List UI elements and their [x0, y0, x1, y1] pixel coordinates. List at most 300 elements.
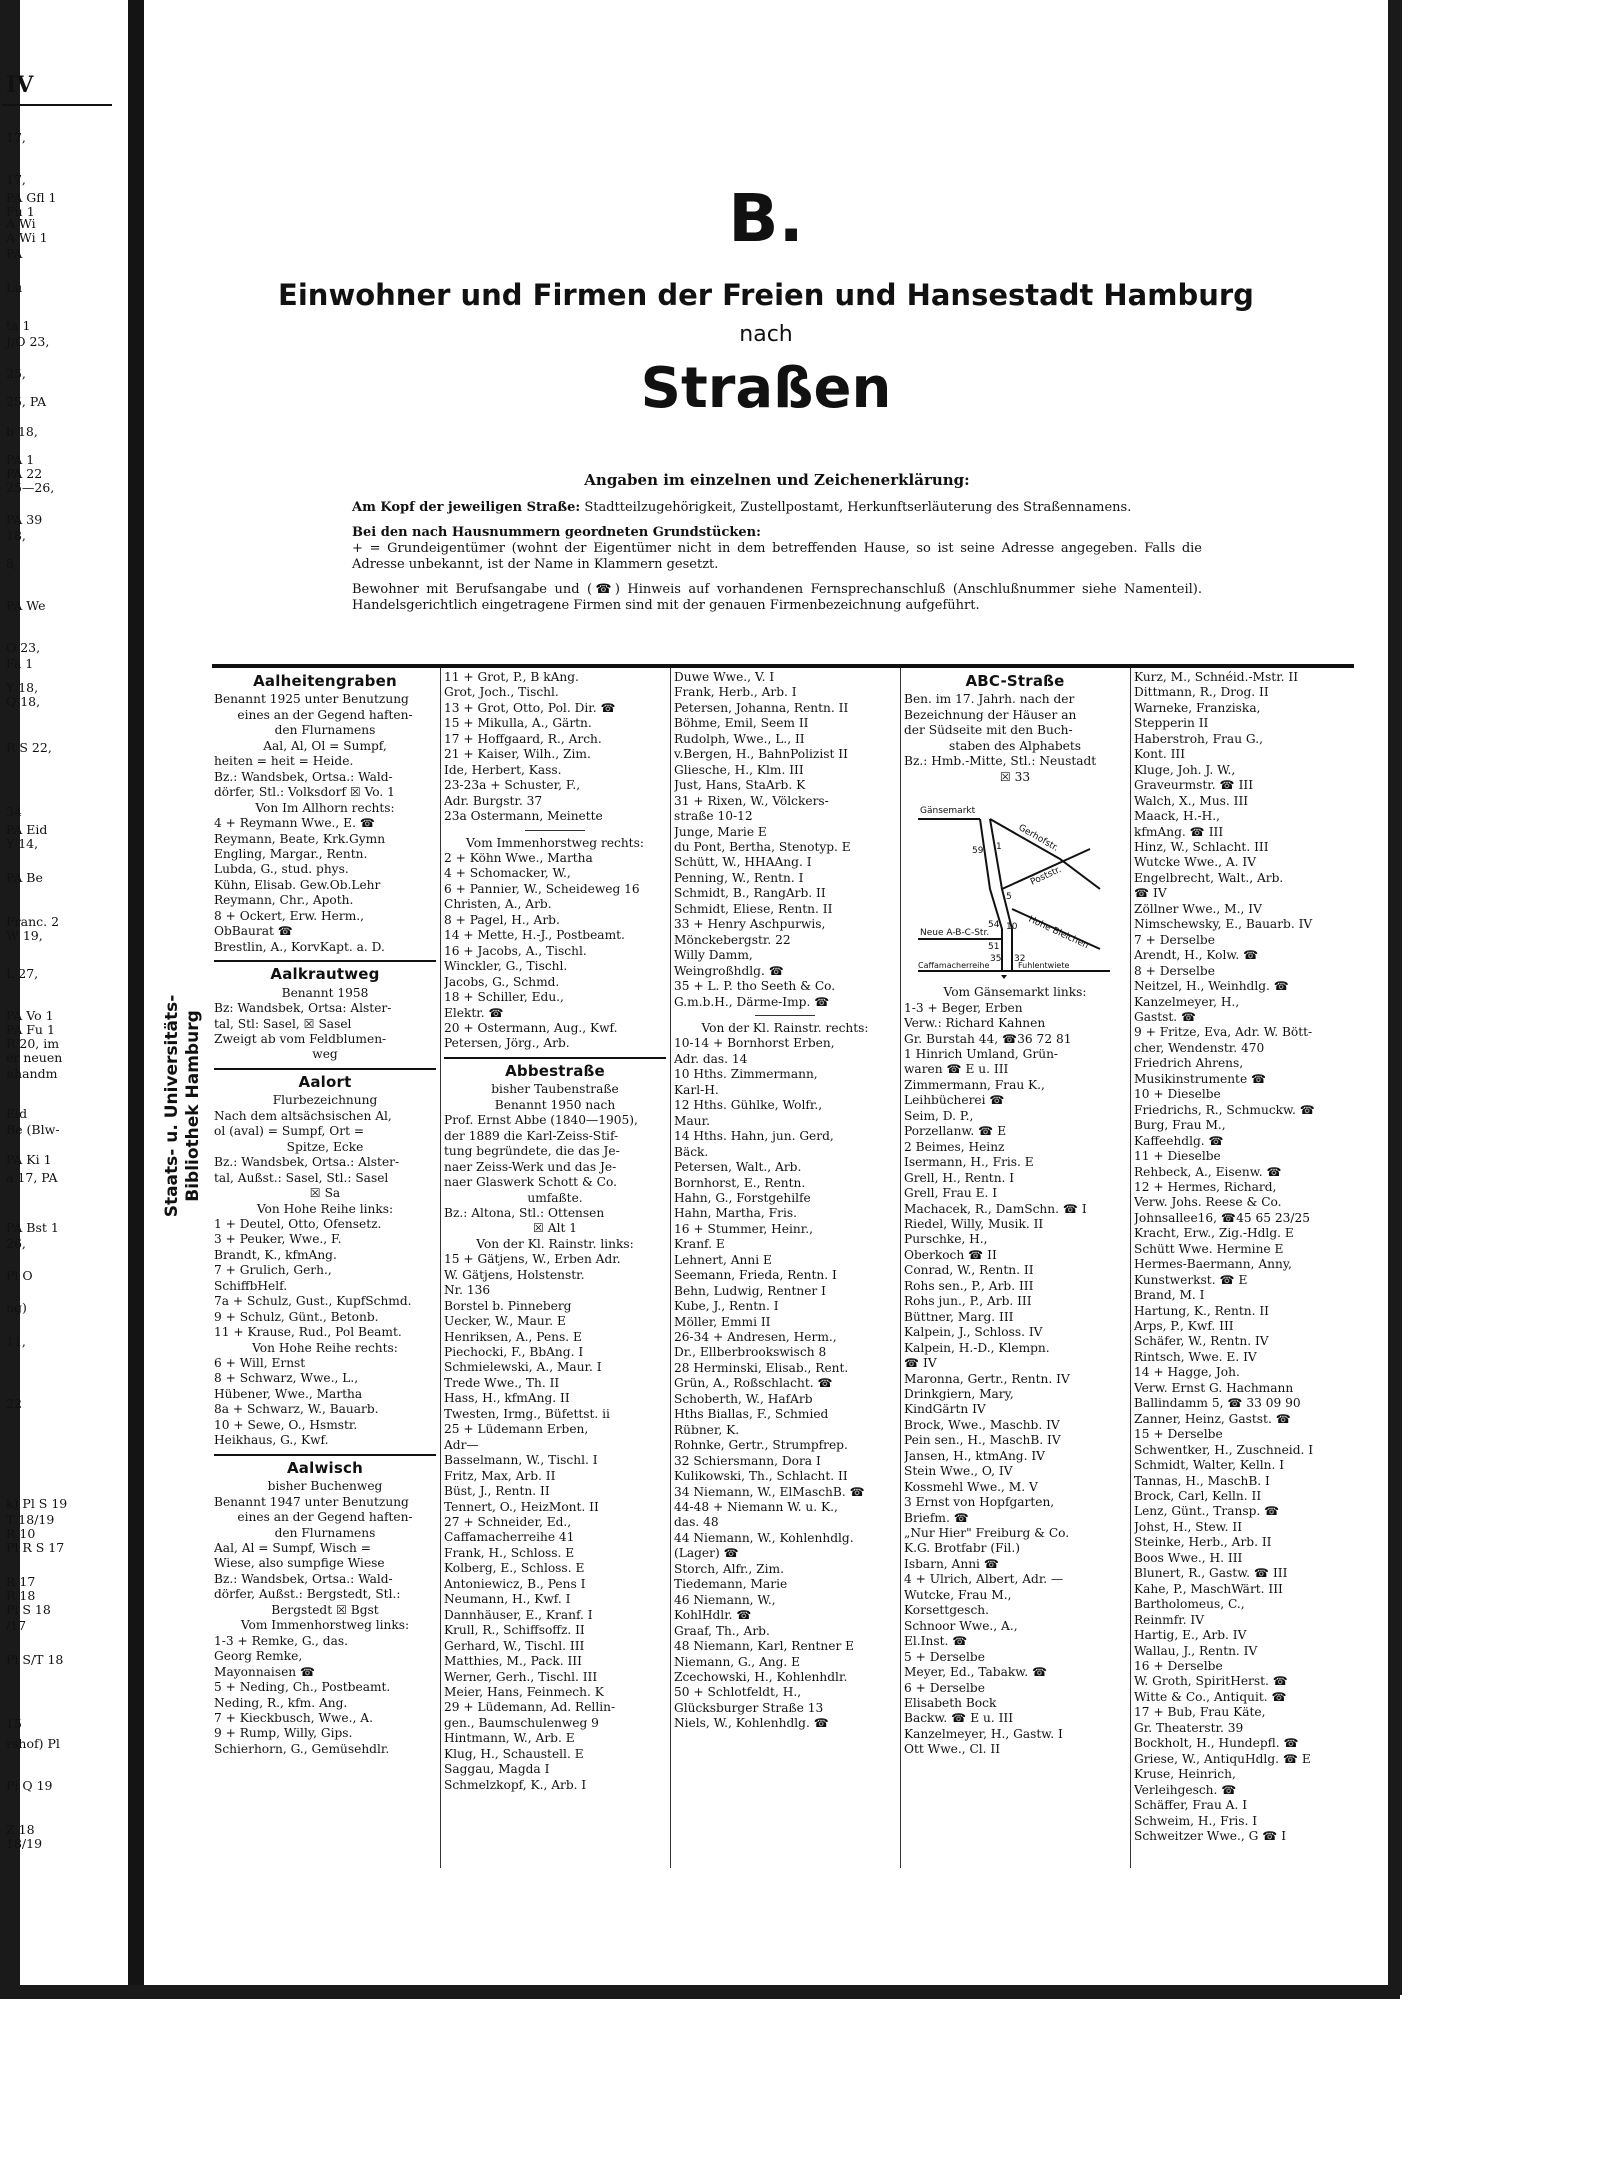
- directory-entry: Johst, H., Stew. II: [1134, 1519, 1243, 1534]
- directory-entry: Hermes-Baermann, Anny,: [1134, 1257, 1292, 1272]
- directory-entry: Griese, W., AntiquHdlg. ☎ E: [1134, 1751, 1311, 1766]
- directory-entry: Machacek, R., DamSchn. ☎ I: [904, 1201, 1087, 1216]
- directory-entry: Kühn, Elisab. Gew.Ob.Lehr: [214, 877, 381, 892]
- directory-entry: 10-14 + Bornhorst Erben,: [674, 1036, 835, 1051]
- directory-entry: Verw. Johs. Reese & Co.: [1134, 1195, 1282, 1210]
- directory-entry: Schnoor Wwe., A.,: [904, 1618, 1018, 1633]
- directory-entry: Bz: Wandsbek, Ortsa: Alster-: [214, 1001, 392, 1016]
- directory-entry: Maronna, Gertr., Rentn. IV: [904, 1371, 1070, 1386]
- directory-entry: Verw.: Richard Kahnen: [904, 1016, 1046, 1031]
- directory-entry: Verw. Ernst G. Hachmann: [1134, 1380, 1294, 1395]
- previous-page-line: ng): [6, 1300, 27, 1315]
- street-note: Flurbezeichnung: [272, 1093, 378, 1108]
- previous-page-line: 8,: [6, 556, 18, 571]
- directory-entry: 23-23a + Schuster, F.,: [444, 778, 581, 793]
- previous-page-line: /17: [6, 1618, 27, 1633]
- directory-entry: Brestlin, A., KorvKapt. a. D.: [214, 939, 385, 954]
- directory-entry: Witte & Co., Antiquit. ☎: [1134, 1689, 1287, 1704]
- directory-entry: Brock, Carl, Kelln. II: [1134, 1489, 1262, 1504]
- directory-entry: Walch, X., Mus. III: [1134, 793, 1249, 808]
- directory-entry: ObBaurat ☎: [214, 924, 293, 939]
- directory-entry: Willy Damm,: [674, 948, 753, 963]
- legend-paragraph-1: [352, 500, 1202, 516]
- directory-entry: 15 + Mikulla, A., Gärtn.: [444, 716, 592, 731]
- directory-entry: Aal, Al = Sumpf, Wisch =: [214, 1541, 371, 1556]
- directory-entry: 2 Beimes, Heinz: [904, 1139, 1005, 1154]
- previous-page-line: Pl O: [6, 1268, 33, 1283]
- directory-entry: 12 Hths. Gühlke, Wolfr.,: [674, 1098, 823, 1113]
- directory-entry: Bz.: Altona, Stl.: Ottensen: [444, 1205, 605, 1220]
- directory-entry: 10 + Dieselbe: [1134, 1087, 1221, 1102]
- previous-page-line: PA 39: [6, 512, 43, 527]
- map-label-poststr: Poststr.: [1029, 864, 1063, 888]
- directory-entry: Rehbeck, A., Eisenw. ☎: [1134, 1164, 1282, 1179]
- street-note: staben des Alphabets: [948, 738, 1082, 753]
- page-connector: nach: [739, 322, 793, 347]
- directory-entry: Werner, Gerh., Tischl. III: [444, 1669, 598, 1684]
- directory-entry: cher, Wendenstr. 470: [1134, 1040, 1265, 1055]
- directory-entry: KohlHdlr. ☎: [674, 1608, 752, 1623]
- directory-entry: Reymann, Beate, Krk.Gymn: [214, 831, 386, 846]
- directory-entry: 44 Niemann, W., Kohlenhdlg.: [674, 1530, 854, 1545]
- directory-entry: Kunstwerkst. ☎ E: [1134, 1272, 1248, 1287]
- map-num-35: 35: [990, 954, 1002, 965]
- directory-entry: Stepperin II: [1134, 716, 1209, 731]
- map-label-hohe-bleichen: Hohe Bleichen: [1026, 914, 1090, 952]
- street-separator: [214, 960, 436, 962]
- directory-entry: Dannhäuser, E., Kranf. I: [444, 1607, 593, 1622]
- directory-entry: KindGärtn IV: [904, 1402, 986, 1417]
- directory-entry: 1 + Deutel, Otto, Ofensetz.: [214, 1216, 382, 1231]
- directory-entry: 29 + Lüdemann, Ad. Rellin-: [444, 1700, 616, 1715]
- previous-page-line: Pl S 18: [6, 1602, 51, 1617]
- directory-entry: 2 + Köhn Wwe., Martha: [444, 850, 593, 865]
- directory-entry: tal, Stl: Sasel, ☒ Sasel: [214, 1016, 352, 1031]
- previous-page-line: 26,: [6, 1236, 26, 1251]
- directory-entry: Karl-H.: [674, 1082, 719, 1097]
- map-num-59: 59: [972, 846, 984, 857]
- directory-entry: Nimschewsky, E., Bauarb. IV: [1134, 917, 1313, 932]
- directory-entry: Heikhaus, G., Kwf.: [214, 1433, 329, 1448]
- directory-entry: Porzellanw. ☎ E: [904, 1124, 1007, 1139]
- previous-page-line: 17,: [6, 130, 26, 145]
- directory-entry: Frank, Herb., Arb. I: [674, 685, 797, 700]
- directory-entry: 31 + Rixen, W., Völckers-: [674, 793, 829, 808]
- directory-entry: Dittmann, R., Drog. II: [1134, 685, 1269, 700]
- directory-entry: (Lager) ☎: [674, 1546, 739, 1561]
- previous-page-line: 11,: [6, 1334, 26, 1349]
- directory-entry: Wiese, also sumpfige Wiese: [214, 1556, 385, 1571]
- directory-entry: Kluge, Joh. J. W.,: [1134, 762, 1236, 777]
- previous-page-line: 25—26,: [6, 480, 55, 495]
- directory-entry: ol (aval) = Sumpf, Ort =: [214, 1124, 365, 1139]
- directory-entry: Henriksen, A., Pens. E: [444, 1329, 582, 1344]
- directory-entry: Purschke, H.,: [904, 1232, 988, 1247]
- directory-entry: Prof. Ernst Abbe (1840—1905),: [444, 1113, 638, 1128]
- directory-entry: 14 + Mette, H.-J., Postbeamt.: [444, 928, 625, 943]
- directory-entry: dörfer, Außst.: Bergstedt, Stl.:: [214, 1587, 401, 1602]
- directory-entry: Leihbücherei ☎: [904, 1093, 1005, 1108]
- directory-entry: 34 Niemann, W., ElMaschB. ☎: [674, 1484, 865, 1499]
- directory-entry: Verleihgesch. ☎: [1134, 1782, 1237, 1797]
- previous-page-line: A Wi: [6, 216, 36, 231]
- directory-entry: Zimmermann, Frau K.,: [904, 1077, 1045, 1092]
- previous-page-rule: [2, 104, 112, 106]
- directory-entry: 12 + Hermes, Richard,: [1134, 1179, 1277, 1194]
- directory-entry: Bz.: Hmb.-Mitte, Stl.: Neustadt: [904, 754, 1097, 769]
- previous-page-line: Y 14,: [6, 836, 39, 851]
- directory-entry: Hahn, Martha, Fris.: [674, 1206, 797, 1221]
- previous-page-line: Lu: [6, 280, 23, 295]
- directory-entry: 48 Niemann, Karl, Rentner E: [674, 1639, 855, 1654]
- directory-entry: 10 Hths. Zimmermann,: [674, 1067, 818, 1082]
- directory-entry: 1-3 + Remke, G., das.: [214, 1633, 348, 1648]
- directory-entry: 27 + Schneider, Ed.,: [444, 1515, 572, 1530]
- previous-page-line: R 10: [6, 1526, 36, 1541]
- directory-entry: Maur.: [674, 1113, 710, 1128]
- directory-entry: Rudolph, Wwe., L., II: [674, 731, 805, 746]
- directory-entry: 20 + Ostermann, Aug., Kwf.: [444, 1020, 618, 1035]
- previous-page-fragment: [2, 0, 126, 1985]
- directory-entry: Schmielewski, A., Maur. I: [444, 1360, 602, 1375]
- directory-entry: Reymann, Chr., Apoth.: [214, 893, 354, 908]
- previous-page-line: J/O 23,: [6, 334, 50, 349]
- directory-entry: Hass, H., kfmAng. II: [444, 1391, 570, 1406]
- directory-entry: W. Gätjens, Holstenstr.: [444, 1267, 585, 1282]
- map-num-54: 54: [988, 920, 1000, 931]
- street-heading: Aalheitengraben: [253, 674, 397, 690]
- directory-entry: 25 + Lüdemann Erben,: [444, 1422, 589, 1437]
- map-road-poststr: [1002, 849, 1090, 889]
- directory-entry: Kalpein, H.-D., Klempn.: [904, 1340, 1050, 1355]
- directory-entry: Friedrich Ahrens,: [1134, 1056, 1244, 1071]
- map-arrow: [1001, 975, 1007, 979]
- directory-entry: 11 + Dieselbe: [1134, 1149, 1221, 1164]
- directory-entry: 7a + Schulz, Gust., KupfSchmd.: [214, 1294, 412, 1309]
- legend-paragraph-2: [352, 525, 1202, 573]
- previous-page-line: Pl S/T 18: [6, 1652, 64, 1667]
- directory-entry: du Pont, Bertha, Stenotyp. E: [674, 839, 851, 854]
- directory-entry: 3 + Peuker, Wwe., F.: [214, 1232, 342, 1247]
- directory-entry: kfmAng. ☎ III: [1134, 824, 1224, 839]
- previous-page-line: Franc. 2: [6, 914, 60, 929]
- directory-entry: Zanner, Heinz, Gastst. ☎: [1134, 1411, 1291, 1426]
- directory-entry: Lenz, Günt., Transp. ☎: [1134, 1504, 1280, 1519]
- street-note: Aal, Al, Ol = Sumpf,: [263, 738, 387, 753]
- directory-entry: Benannt 1947 unter Benutzung: [214, 1494, 409, 1509]
- directory-entry: 6 + Will, Ernst: [214, 1356, 306, 1371]
- directory-entry: v.Bergen, H., BahnPolizist II: [674, 747, 848, 762]
- directory-entry: El.Inst. ☎: [904, 1634, 968, 1649]
- directory-entry: Lubda, G., stud. phys.: [214, 862, 349, 877]
- directory-entry: Hartig, E., Arb. IV: [1134, 1628, 1247, 1643]
- column-divider: [440, 668, 441, 1868]
- street-note: ☒ Sa: [309, 1186, 341, 1201]
- directory-entry: Grün, A., Roßschlacht. ☎: [674, 1376, 833, 1391]
- directory-entry: Frank, H., Schloss. E: [444, 1545, 575, 1560]
- directory-entry: 8a + Schwarz, W., Bauarb.: [214, 1402, 379, 1417]
- directory-entry: Brand, M. I: [1134, 1288, 1205, 1303]
- directory-entry: 10 + Sewe, O., Hsmstr.: [214, 1417, 358, 1432]
- directory-entry: Brandt, K., kfmAng.: [214, 1247, 337, 1262]
- directory-entry: „Nur Hier" Freiburg & Co.: [904, 1526, 1070, 1541]
- directory-entry: Johnsallee16, ☎45 65 23/25: [1134, 1210, 1310, 1225]
- street-heading: Aalwisch: [287, 1460, 363, 1477]
- directory-entry: Matthies, M., Pack. III: [444, 1654, 582, 1669]
- directory-entry: 16 + Stummer, Heinr.,: [674, 1221, 813, 1236]
- legend: [352, 472, 1202, 623]
- directory-entry: Mönckebergstr. 22: [674, 932, 791, 947]
- directory-entry: 17 + Bub, Frau Käte,: [1134, 1705, 1266, 1720]
- directory-entry: Schäffer, Frau A. I: [1134, 1798, 1248, 1813]
- directory-entry: 13 + Grot, Otto, Pol. Dir. ☎: [444, 700, 616, 715]
- directory-entry: Friedrichs, R., Schmuckw. ☎: [1134, 1102, 1315, 1117]
- directory-entry: Engelbrecht, Walt., Arb.: [1134, 870, 1284, 885]
- previous-page-line: 22: [6, 1396, 22, 1411]
- directory-entry: Zweigt ab vom Feldblumen-: [214, 1031, 387, 1046]
- directory-entry: Wutcke, Frau M.,: [904, 1587, 1012, 1602]
- directory-entry: K.G. Brotfabr (Fil.): [904, 1541, 1020, 1556]
- directory-entry: Piechocki, F., BbAng. I: [444, 1345, 584, 1360]
- directory-entry: Tannas, H., MaschB. I: [1134, 1473, 1270, 1488]
- directory-entry: Schierhorn, G., Gemüsehdlr.: [214, 1741, 390, 1756]
- directory-page: [146, 0, 1386, 1985]
- directory-entry: Bz.: Wandsbek, Ortsa.: Wald-: [214, 769, 393, 784]
- previous-page-line: Fu 1: [6, 204, 35, 219]
- legend-p2-label: Bei den nach Hausnummern geordneten Grundstücken:: [352, 525, 761, 540]
- directory-entry: 5 + Neding, Ch., Postbeamt.: [214, 1680, 391, 1695]
- street-heading: Aalort: [298, 1074, 352, 1091]
- directory-entry: 32 Schiersmann, Dora I: [674, 1453, 821, 1468]
- street-heading: ABC-Straße: [965, 674, 1065, 690]
- directory-entry: Schmelzkopf, K., Arb. I: [444, 1777, 587, 1792]
- directory-entry: Büttner, Marg. III: [904, 1309, 1014, 1324]
- column-4: [904, 670, 1126, 1758]
- previous-page-line: PA Gfl 1: [6, 190, 57, 205]
- directory-entry: Böhme, Emil, Seem II: [674, 716, 809, 731]
- directory-entry: Kolberg, E., Schloss. E: [444, 1561, 585, 1576]
- section-direction: Vom Immenhorstweg rechts:: [466, 835, 644, 850]
- directory-entry: Kanzelmeyer, H., Gastw. I: [904, 1726, 1063, 1741]
- directory-entry: Uecker, W., Maur. E: [444, 1314, 566, 1329]
- map-num-10: 10: [1006, 922, 1018, 933]
- directory-entry: Christen, A., Arb.: [444, 897, 552, 912]
- previous-page-line: 17,: [6, 172, 26, 187]
- previous-page-line: er neuen: [6, 1050, 63, 1065]
- previous-page-line: Y 18,: [6, 680, 39, 695]
- directory-entry: Schütt, W., HHAAng. I: [674, 855, 812, 870]
- directory-entry: Mayonnaisen ☎: [214, 1664, 316, 1679]
- directory-entry: Weingroßhdlg. ☎: [674, 963, 784, 978]
- directory-entry: 11 + Grot, P., B kAng.: [444, 670, 579, 684]
- directory-entry: Ott Wwe., Cl. II: [904, 1742, 1001, 1757]
- directory-entry: Adr—: [444, 1437, 479, 1452]
- legend-p1-label: Am Kopf der jeweiligen Straße:: [352, 500, 581, 515]
- directory-entry: W. Groth, SpiritHerst. ☎: [1134, 1674, 1288, 1689]
- directory-entry: Bäck.: [674, 1144, 709, 1159]
- directory-entry: 9 + Schulz, Günt., Betonb.: [214, 1309, 379, 1324]
- directory-entry: Hintmann, W., Arb. E: [444, 1731, 575, 1746]
- directory-entry: 1-3 + Beger, Erben: [904, 1000, 1023, 1015]
- section-direction: Vom Gänsemarkt links:: [943, 985, 1087, 1000]
- abc-strasse-map: [910, 789, 1120, 979]
- directory-entry: tung begründete, die das Je-: [444, 1144, 620, 1159]
- directory-entry: Schweitzer Wwe., G ☎ I: [1134, 1828, 1287, 1843]
- directory-entry: Schäfer, W., Rentn. IV: [1134, 1334, 1269, 1349]
- book-gutter: [128, 0, 144, 1990]
- directory-entry: Kahe, P., MaschWärt. III: [1134, 1581, 1283, 1596]
- directory-entry: 8 + Ockert, Erw. Herm.,: [214, 908, 365, 923]
- previous-page-line: PA Be: [6, 870, 43, 885]
- directory-entry: Bezeichnung der Häuser an: [904, 707, 1077, 722]
- directory-entry: Korsettgesch.: [904, 1603, 990, 1618]
- directory-entry: dörfer, Stl.: Volksdorf ☒ Vo. 1: [214, 785, 395, 800]
- entry-separator: [525, 830, 585, 831]
- scan-right-edge: [1388, 0, 1402, 1995]
- directory-entry: Duwe Wwe., V. I: [674, 670, 775, 684]
- directory-entry: Maack, H.-H.,: [1134, 809, 1220, 824]
- previous-page-line: 25,: [6, 366, 26, 381]
- previous-page-line: rshof) Pl: [6, 1736, 60, 1751]
- directory-entry: Musikinstrumente ☎: [1134, 1071, 1267, 1086]
- street-note: bisher Taubenstraße: [491, 1082, 619, 1097]
- directory-entry: 15 + Gätjens, W., Erben Adr.: [444, 1252, 621, 1267]
- column-divider: [1130, 668, 1131, 1868]
- directory-entry: 3 Ernst von Hopfgarten,: [904, 1495, 1055, 1510]
- directory-entry: Gerhard, W., Tischl. III: [444, 1638, 585, 1653]
- directory-entry: SchiffbHelf.: [214, 1278, 288, 1293]
- previous-page-line: ta 1: [6, 318, 31, 333]
- directory-entry: 18 + Schiller, Edu.,: [444, 990, 564, 1005]
- directory-entry: Gliesche, H., Klm. III: [674, 762, 804, 777]
- directory-entry: Schmidt, Eliese, Rentn. II: [674, 901, 833, 916]
- previous-page-line: nhandm: [6, 1066, 58, 1081]
- previous-page-line: 15: [6, 1716, 22, 1731]
- directory-entry: Grell, H., Rentn. I: [904, 1170, 1015, 1185]
- street-note: eines an der Gegend haften-: [237, 1510, 413, 1525]
- directory-entry: Klug, H., Schaustell. E: [444, 1746, 584, 1761]
- directory-entry: Rohs sen., P., Arb. III: [904, 1278, 1034, 1293]
- directory-entry: Fritz, Max, Arb. II: [444, 1468, 556, 1483]
- directory-entry: Basselmann, W., Tischl. I: [444, 1453, 598, 1468]
- directory-entry: 9 + Fritze, Eva, Adr. W. Bött-: [1134, 1025, 1313, 1040]
- section-direction: Vom Immenhorstweg links:: [240, 1618, 410, 1633]
- previous-page-line: R 17: [6, 1574, 36, 1589]
- directory-entry: Junge, Marie E: [674, 824, 767, 839]
- legend-p2-text: + = Grundeigentümer (wohnt der Eigentümer nicht in dem betreffenden Hause, so ist seine Adresse angegeben. Falls die Adresse unbekannt, ist der Name in Klammern gesetzt.: [352, 541, 1202, 572]
- directory-entry: Niemann, G., Ang. E: [674, 1654, 801, 1669]
- previous-page-line: R 18: [6, 1588, 36, 1603]
- directory-entry: Meyer, Ed., Tabakw. ☎: [904, 1665, 1048, 1680]
- directory-entry: 7 + Grulich, Gerh.,: [214, 1263, 332, 1278]
- legend-heading: Angaben im einzelnen und Zeichenerklärung:: [584, 471, 970, 489]
- directory-entry: Zöllner Wwe., M., IV: [1134, 901, 1262, 916]
- previous-page-line: Z 18: [6, 1822, 35, 1837]
- directory-entry: Isbarn, Anni ☎: [904, 1556, 1000, 1571]
- previous-page-line: PA Eid: [6, 822, 48, 837]
- legend-p3-text: Bewohner mit Berufsangabe und (☎) Hinweis auf vorhandenen Fernsprechanschluß (Anschlußnummer siehe Namenteil). Handelsgerichtlich eingetragene Firmen sind mit der genauen Firmenbezeichnung aufgeführt.: [352, 582, 1202, 613]
- directory-entry: Engling, Margar., Rentn.: [214, 846, 368, 861]
- library-stamp: [148, 915, 212, 1295]
- map-label-gerhofstr: Gerhofstr.: [1016, 823, 1060, 854]
- directory-entry: Kaffeehdlg. ☎: [1134, 1133, 1224, 1148]
- street-separator: [214, 1454, 436, 1456]
- directory-entry: 8 + Schwarz, Wwe., L.,: [214, 1371, 359, 1386]
- street-note: den Flurnamens: [274, 1525, 376, 1540]
- directory-entry: Georg Remke,: [214, 1649, 303, 1664]
- page-title: Straßen: [640, 356, 892, 421]
- map-num-32: 32: [1014, 954, 1026, 965]
- map-label-neue-abc: Neue A-B-C-Str.: [920, 928, 990, 939]
- section-direction: Von Im Allhorn rechts:: [255, 800, 395, 815]
- directory-entry: Ide, Herbert, Kass.: [444, 762, 562, 777]
- directory-entry: das. 48: [674, 1515, 719, 1530]
- directory-entry: ☎ IV: [904, 1356, 937, 1371]
- previous-page-line: a 17, PA: [6, 1170, 58, 1185]
- street-note: weg: [312, 1047, 338, 1062]
- column-1: [214, 670, 436, 1757]
- directory-entry: Rohs jun., P., Arb. III: [904, 1294, 1032, 1309]
- directory-entry: Warneke, Franziska,: [1134, 700, 1261, 715]
- previous-page-line: Pl Q 19: [6, 1778, 53, 1793]
- previous-page-line: PA: [6, 246, 23, 261]
- directory-entry: Storch, Alfr., Zim.: [674, 1561, 784, 1576]
- directory-entry: 26-34 + Andresen, Herm.,: [674, 1330, 837, 1345]
- section-direction: Von Hohe Reihe rechts:: [252, 1340, 398, 1355]
- directory-entry: Schütt Wwe. Hermine E: [1134, 1241, 1284, 1256]
- directory-entry: Kracht, Erw., Zig.-Hdlg. E: [1134, 1226, 1294, 1241]
- directory-entry: Adr. das. 14: [674, 1051, 748, 1066]
- legend-paragraph-3: [352, 582, 1202, 614]
- directory-entry: 4 + Reymann Wwe., E. ☎: [214, 816, 376, 831]
- directory-entry: Haberstroh, Frau G.,: [1134, 731, 1263, 746]
- directory-entry: naer Glaswerk Schott & Co.: [444, 1175, 617, 1190]
- directory-entry: Hartung, K., Rentn. II: [1134, 1303, 1269, 1318]
- map-label-gaensemarkt: Gänsemarkt: [920, 806, 976, 817]
- street-note: eines an der Gegend haften-: [237, 707, 413, 722]
- directory-entry: 35 + L. P. tho Seeth & Co.: [674, 979, 836, 994]
- directory-entry: Petersen, Jörg., Arb.: [444, 1036, 570, 1051]
- directory-entry: Kanzelmeyer, H.,: [1134, 994, 1240, 1009]
- previous-page-line: PA Vo 1: [6, 1008, 54, 1023]
- directory-entry: Twesten, Irmg., Büfettst. ii: [444, 1406, 610, 1421]
- previous-page-line: R S 22,: [6, 740, 52, 755]
- directory-entry: Trede Wwe., Th. II: [444, 1375, 560, 1390]
- directory-entry: tal, Außst.: Sasel, Stl.: Sasel: [214, 1170, 389, 1185]
- directory-entry: Backw. ☎ E u. III: [904, 1711, 1014, 1726]
- directory-entry: Burg, Frau M.,: [1134, 1118, 1226, 1133]
- directory-entry: 4 + Ulrich, Albert, Adr. —: [904, 1572, 1064, 1587]
- directory-entry: Kossmehl Wwe., M. V: [904, 1479, 1038, 1494]
- directory-entry: Kont. III: [1134, 747, 1186, 762]
- directory-entry: Tennert, O., HeizMont. II: [444, 1499, 599, 1514]
- street-note: Spitze, Ecke: [286, 1139, 364, 1154]
- directory-entry: 7 + Derselbe: [1134, 932, 1215, 947]
- directory-entry: Bockholt, H., Hundepfl. ☎: [1134, 1736, 1299, 1751]
- previous-page-line: Be (Blw-: [6, 1122, 60, 1137]
- directory-entry: Isermann, H., Fris. E: [904, 1155, 1034, 1170]
- map-num-1: 1: [996, 842, 1002, 853]
- directory-entry: Bz.: Wandsbek, Ortsa.: Wald-: [214, 1571, 393, 1586]
- directory-entry: Gr. Theaterstr. 39: [1134, 1720, 1244, 1735]
- directory-entry: 1 Hinrich Umland, Grün-: [904, 1046, 1059, 1061]
- directory-entry: 28 Herminski, Elisab., Rent.: [674, 1360, 849, 1375]
- directory-entry: 17 + Hoffgaard, R., Arch.: [444, 731, 602, 746]
- directory-entry: Meier, Hans, Feinmech. K: [444, 1685, 604, 1699]
- directory-entry: Briefm. ☎: [904, 1510, 969, 1525]
- directory-entry: Stein Wwe., O, IV: [904, 1464, 1013, 1479]
- directory-entry: Rohnke, Gertr., Strumpfrep.: [674, 1438, 848, 1453]
